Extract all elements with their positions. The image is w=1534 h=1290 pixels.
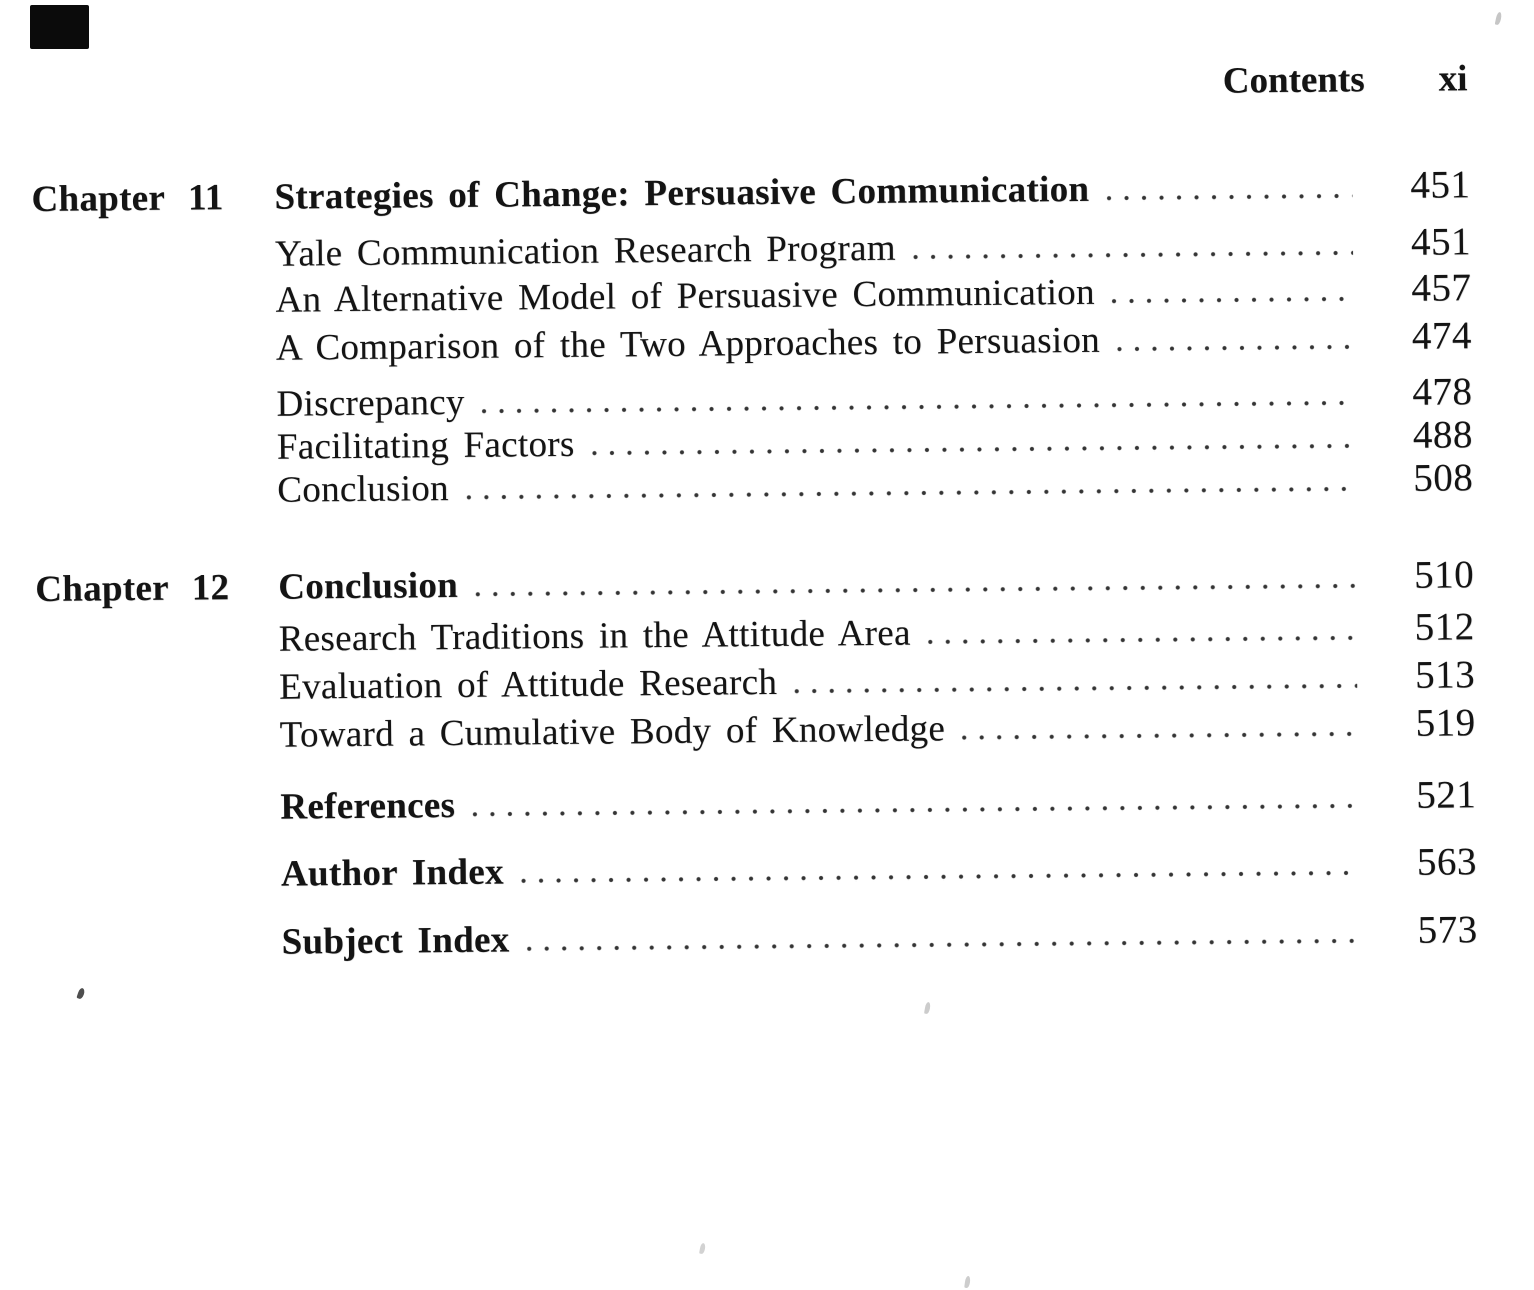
- entry-title: Research Traditions in the Attitude Area: [278, 612, 911, 660]
- dot-leader: [1117, 344, 1354, 352]
- entry-title: Evaluation of Attitude Research: [279, 661, 778, 708]
- dot-leader: [482, 400, 1355, 414]
- folio-page-number: xi: [1438, 58, 1468, 100]
- chapter-label: [36, 651, 279, 653]
- toc-row: [31, 163, 1470, 222]
- chapter-label: Chapter 11: [31, 177, 224, 221]
- entry-page-number: 457: [1411, 266, 1472, 310]
- toc-row: [38, 840, 1477, 899]
- entry-title: Conclusion: [277, 468, 450, 511]
- dot-leader: [592, 443, 1355, 456]
- entry-page-number: 519: [1415, 701, 1476, 745]
- dot-leader: [794, 683, 1357, 694]
- entry-title: Facilitating Factors: [276, 423, 575, 468]
- chapter-label: [37, 819, 280, 821]
- entry-page-number: 521: [1416, 773, 1477, 817]
- entry-title: Conclusion: [278, 564, 459, 608]
- chapter-label: Chapter 12: [35, 567, 230, 611]
- entry-page-number: 508: [1413, 456, 1474, 500]
- entry-page-number: 512: [1414, 605, 1475, 649]
- entry-page-number: 510: [1413, 553, 1475, 597]
- dot-leader: [521, 870, 1359, 884]
- entry-title: Yale Communication Research Program: [274, 227, 897, 275]
- chapter-label: [32, 266, 275, 268]
- dot-leader: [472, 803, 1358, 818]
- dot-leader: [475, 583, 1356, 597]
- chapter-label: [34, 502, 277, 504]
- toc-row: [35, 553, 1474, 612]
- page-header: [1223, 57, 1468, 103]
- entry-page-number: 478: [1412, 370, 1473, 414]
- chapter-label: [36, 699, 279, 701]
- dot-leader: [913, 250, 1353, 260]
- entry-title: An Alternative Model of Persuasive Communication: [275, 271, 1096, 321]
- entry-page-number: 474: [1411, 314, 1473, 358]
- entry-page-number: 513: [1414, 653, 1476, 697]
- dot-leader: [1112, 296, 1354, 304]
- entry-title: Author Index: [280, 851, 504, 895]
- chapter-label: [34, 416, 277, 418]
- chapter-label: [39, 954, 282, 956]
- entry-page-number: 563: [1416, 840, 1478, 884]
- entry-page-number: 451: [1410, 163, 1471, 207]
- entry-page-number: 451: [1410, 220, 1472, 264]
- chapter-label: [38, 886, 281, 888]
- dot-leader: [1106, 193, 1352, 201]
- dot-leader: [466, 486, 1355, 501]
- dot-leader: [527, 938, 1360, 952]
- dot-leader: [962, 731, 1358, 741]
- chapter-label: [33, 312, 276, 314]
- entry-title: References: [280, 785, 456, 828]
- entry-page-number: 488: [1412, 413, 1474, 457]
- dot-leader: [928, 635, 1357, 645]
- toc-row: [36, 701, 1475, 760]
- contents-header-title: Contents: [1222, 59, 1365, 102]
- toc-row: [38, 908, 1477, 967]
- chapter-label: [37, 747, 280, 749]
- toc-row: [37, 773, 1476, 832]
- entry-title: Toward a Cumulative Body of Knowledge: [279, 708, 946, 756]
- entry-title: Subject Index: [281, 919, 510, 963]
- entry-title: Discrepancy: [276, 381, 465, 425]
- chapter-label: [34, 459, 277, 461]
- toc-row: [33, 314, 1472, 373]
- entry-title: A Comparison of the Two Approaches to Persuasion: [275, 319, 1101, 369]
- chapter-label: [33, 360, 276, 362]
- entry-page-number: 573: [1417, 908, 1478, 952]
- entry-title: Strategies of Change: Persuasive Communication: [274, 168, 1090, 218]
